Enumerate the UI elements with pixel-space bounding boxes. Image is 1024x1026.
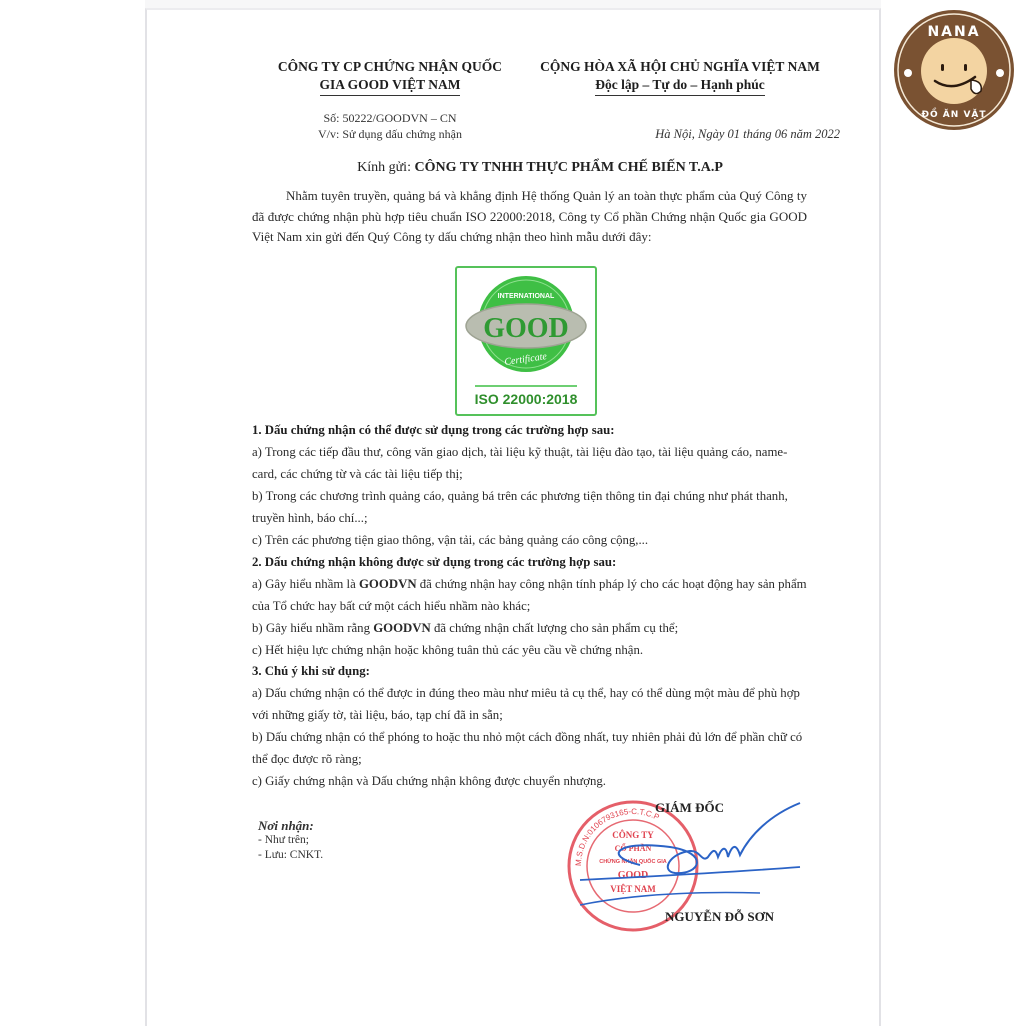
recipient-line [240, 160, 840, 176]
item-text: c) Hết hiệu lực chứng nhận hoặc không tuân thủ các yêu cầu về chứng nhận. [252, 643, 644, 657]
svg-text:CHỨNG NHẬN QUỐC GIA: CHỨNG NHẬN QUỐC GIA [599, 859, 667, 865]
document-reference [255, 110, 525, 142]
section-item: c) Giấy chứng nhận và Dấu chứng nhận không được chuyển nhượng. [252, 774, 607, 788]
svg-text:GOOD: GOOD [483, 313, 569, 344]
nation-motto: Độc lập – Tự do – Hạnh phúc [595, 76, 765, 96]
section-usage-notes [252, 660, 812, 792]
doc-number: Số: 50222/GOODVN – CN [323, 111, 457, 125]
svg-text:M.S.D.N:0106793165-C.T.C.P: M.S.D.N:0106793165-C.T.C.P [573, 806, 661, 867]
signatory-name: NGUYỄN ĐỖ SƠN [665, 909, 775, 924]
item-text: b) Gây hiểu nhầm rằng [252, 621, 374, 635]
nation-title: CỘNG HÒA XÃ HỘI CHỦ NGHĨA VIỆT NAM [540, 59, 820, 74]
receiver-item: - Lưu: CNKT. [258, 849, 324, 861]
section-item [252, 573, 812, 617]
doc-date: Hà Nội, Ngày 01 tháng 06 năm 2022 [655, 127, 840, 141]
section-heading: 3. Chú ý khi sử dụng: [252, 664, 370, 678]
section-heading: 2. Dấu chứng nhận không được sử dụng trong các trường hợp sau: [252, 555, 617, 569]
svg-text:ĐỒ ĂN VẶT: ĐỒ ĂN VẶT [921, 110, 987, 120]
issuer-header [255, 58, 525, 96]
item-bold-text: GOODVN [373, 621, 431, 635]
receivers-block [258, 818, 323, 863]
good-iso-certification-mark [455, 266, 597, 416]
svg-text:GOOD: GOOD [617, 870, 649, 881]
receiver-item: - Như trên; [258, 834, 309, 846]
section-item: b) Dấu chứng nhận có thể phóng to hoặc thu nhỏ một cách đồng nhất, tuy nhiên phải đủ lớn để phần chữ có thể đọc được rõ ràng; [252, 730, 803, 766]
item-text: a) Gây hiểu nhầm là [252, 577, 359, 591]
item-bold-text: GOODVN [358, 577, 417, 591]
section-permitted-uses [252, 419, 812, 551]
section-item: c) Trên các phương tiện giao thông, vận tải, các bảng quảng cáo công cộng,... [252, 533, 649, 547]
doc-subject: V/v: Sử dụng dấu chứng nhận [318, 127, 462, 141]
issuer-name-line2: GIA GOOD VIỆT NAM [320, 76, 461, 96]
section-item: b) Trong các chương trình quảng cáo, quảng bá trên các phương tiện thông tin đại chúng như phát thanh, truyền hình, báo chí...; [252, 489, 788, 525]
section-prohibited-uses [252, 551, 812, 661]
recipient-name: CÔNG TY TNHH THỰC PHẨM CHẾ BIẾN T.A.P [414, 160, 723, 175]
issuer-name-line1: CÔNG TY CP CHỨNG NHẬN QUỐC [277, 59, 503, 74]
receivers-title: Nơi nhận: [258, 818, 314, 833]
recipient-label: Kính gửi: [357, 160, 415, 175]
good-certificate-logo-icon [457, 268, 595, 414]
svg-text:ISO 22000:2018: ISO 22000:2018 [474, 391, 578, 407]
svg-text:VIỆT NAM: VIỆT NAM [610, 884, 656, 894]
svg-text:CỔ PHẦN: CỔ PHẦN [614, 844, 652, 853]
svg-text:INTERNATIONAL: INTERNATIONAL [497, 293, 555, 300]
national-motto [525, 58, 835, 96]
svg-text:CÔNG TY: CÔNG TY [612, 830, 654, 840]
signatory-title: GIÁM ĐỐC [655, 800, 724, 815]
item-text: đã chứng nhận hay công nhận tính pháp lý cho các hoạt động hay sản phẩm của Tổ chức hay bất cứ một cách hiểu nhầm nào khác; [252, 577, 807, 613]
nana-brand-badge-icon [893, 9, 1015, 131]
svg-text:NANA: NANA [927, 24, 981, 40]
item-text: đã chứng nhận chất lượng cho sản phẩm cụ thể; [430, 621, 679, 635]
section-item: a) Dấu chứng nhận có thể được in đúng theo màu như miêu tả cụ thể, hay có thể dùng một màu để phù hợp với những giấy tờ, tài liệu, báo, tạp chí đã in sẵn; [252, 686, 800, 722]
section-item: a) Trong các tiếp đầu thư, công văn giao dịch, tài liệu kỹ thuật, tài liệu đào tạo, tài liệu quảng cáo, name-card, các chứng từ và các tài liệu tiếp thị; [252, 445, 788, 481]
svg-text:Certificate: Certificate [503, 351, 548, 368]
viewer-top-edge [145, 0, 881, 8]
section-item [252, 617, 812, 639]
section-item [252, 639, 812, 661]
section-heading: 1. Dấu chứng nhận có thể được sử dụng trong các trường hợp sau: [252, 423, 615, 437]
intro-paragraph: Nhằm tuyên truyền, quảng bá và khẳng định Hệ thống Quản lý an toàn thực phẩm của Quý Công ty đã được chứng nhận phù hợp tiêu chuẩn ISO 22000:2018, Công ty Cổ phần Chứng nhận Quốc gia GOOD Việt Nam xin gửi đến Quý Công ty dấu chứng nhận theo hình mẫu dưới đây: [252, 188, 807, 244]
